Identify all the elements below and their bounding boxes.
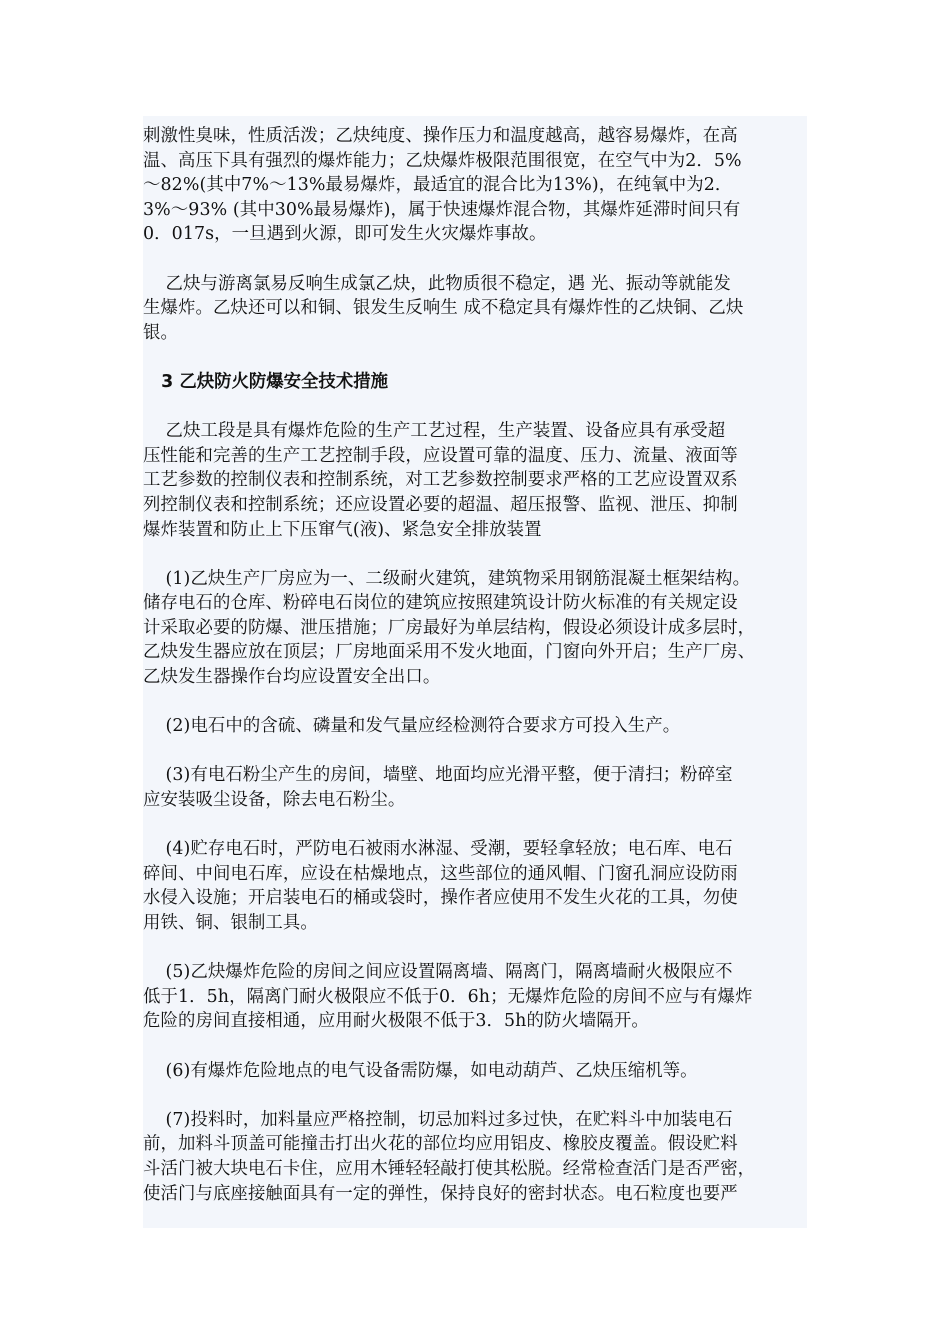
text-line: (5)乙炔爆炸危险的房间之间应设置隔离墙、隔离门，隔离墙耐火极限应不 bbox=[143, 962, 733, 983]
document-body bbox=[143, 124, 823, 1231]
paragraph-process-control bbox=[143, 419, 823, 542]
text-line: 0．017s，一旦遇到火源，即可发生火灾爆炸事故。 bbox=[143, 224, 547, 245]
paragraph-acetylene-properties bbox=[143, 124, 823, 247]
text-line: 使活门与底座接触面具有一定的弹性，保持良好的密封状态。电石粒度也要严 bbox=[143, 1183, 738, 1204]
paragraph-item-6 bbox=[143, 1059, 823, 1084]
text-line: (1)乙炔生产厂房应为一、二级耐火建筑，建筑物采用钢筋混凝土框架结构。 bbox=[143, 568, 751, 589]
text-line: 乙炔发生器应放在顶层；厂房地面采用不发火地面，门窗向外开启；生产厂房、 bbox=[143, 642, 756, 663]
text-line: 压性能和完善的生产工艺控制手段，应设置可靠的温度、压力、流量、液面等 bbox=[143, 445, 738, 466]
paragraph-item-1 bbox=[143, 567, 823, 690]
text-line: 银。 bbox=[143, 322, 178, 343]
text-line: (6)有爆炸危险地点的电气设备需防爆，如电动葫芦、乙炔压缩机等。 bbox=[143, 1060, 698, 1081]
text-line: 工艺参数的控制仪表和控制系统，对工艺参数控制要求严格的工艺应设置双系 bbox=[143, 470, 738, 491]
paragraph-item-5 bbox=[143, 960, 823, 1034]
text-line: ～82%(其中7%～13%最易爆炸，最适宜的混合比为13%)，在纯氧中为2． bbox=[143, 175, 733, 196]
text-line: 乙炔发生器操作台均应设置安全出口。 bbox=[143, 667, 441, 688]
text-line: 爆炸装置和防止上下压窜气(液)、紧急安全排放装置 bbox=[143, 519, 542, 540]
text-line: 温、高压下具有强烈的爆炸能力；乙炔爆炸极限范围很宽，在空气中为2．5% bbox=[143, 150, 742, 171]
text-line: (4)贮存电石时，严防电石被雨水淋湿、受潮，要轻拿轻放；电石库、电石 bbox=[143, 839, 733, 860]
text-line: (7)投料时，加料量应严格控制，切忌加料过多过快，在贮料斗中加装电石 bbox=[143, 1109, 733, 1130]
text-line: 水侵入设施；开启装电石的桶或袋时，操作者应使用不发生火花的工具，勿使 bbox=[143, 888, 738, 909]
paragraph-item-2 bbox=[143, 714, 823, 739]
text-line: 生爆炸。乙炔还可以和铜、银发生反响生 成不稳定具有爆炸性的乙炔铜、乙炔 bbox=[143, 298, 744, 319]
section-heading-block bbox=[143, 370, 823, 395]
text-line: 前，加料斗顶盖可能撞击打出火花的部位均应用铝皮、橡胶皮覆盖。假设贮料 bbox=[143, 1134, 738, 1155]
text-line: 列控制仪表和控制系统；还应设置必要的超温、超压报警、监视、泄压、抑制 bbox=[143, 494, 738, 515]
text-line: 用铁、铜、银制工具。 bbox=[143, 913, 318, 933]
paragraph-chloroacetylene bbox=[143, 272, 823, 346]
text-line: (3)有电石粉尘产生的房间，墙壁、地面均应光滑平整，便于清扫；粉碎室 bbox=[143, 765, 733, 786]
paragraph-item-3 bbox=[143, 763, 823, 812]
text-line: 碎间、中间电石库，应设在枯燥地点，这些部位的通风帽、门窗孔洞应设防雨 bbox=[143, 863, 738, 884]
text-line: 乙炔与游离氯易反响生成氯乙炔，此物质很不稳定，遇 光、振动等就能发 bbox=[143, 273, 731, 294]
text-line: 刺激性臭味，性质活泼；乙炔纯度、操作压力和温度越高，越容易爆炸，在高 bbox=[143, 126, 738, 146]
text-line: 计采取必要的防爆、泄压措施；厂房最好为单层结构，假设必须设计成多层时， bbox=[143, 617, 756, 638]
paragraph-item-4 bbox=[143, 837, 823, 935]
text-line: 乙炔工段是具有爆炸危险的生产工艺过程，生产装置、设备应具有承受超 bbox=[143, 421, 726, 442]
text-line: (2)电石中的含硫、磷量和发气量应经检测符合要求方可投入生产。 bbox=[143, 716, 681, 737]
text-line: 斗活门被大块电石卡住，应用木锤轻轻敲打使其松脱。经常检查活门是否严密， bbox=[143, 1158, 756, 1179]
paragraph-item-7 bbox=[143, 1108, 823, 1206]
text-line: 危险的房间直接相通，应用耐火极限不低于3．5h的防火墙隔开。 bbox=[143, 1011, 649, 1032]
text-line: 应安装吸尘设备，除去电石粉尘。 bbox=[143, 790, 406, 811]
text-line: 低于1．5h，隔离门耐火极限应不低于0．6h；无爆炸危险的房间不应与有爆炸 bbox=[143, 986, 753, 1007]
text-line: 3%～93% (其中30%最易爆炸)，属于快速爆炸混合物，其爆炸延滞时间只有 bbox=[143, 199, 741, 220]
section-heading: 3 乙炔防火防爆安全技术措施 bbox=[143, 371, 389, 392]
text-line: 储存电石的仓库、粉碎电石岗位的建筑应按照建筑设计防火标准的有关规定设 bbox=[143, 593, 738, 614]
